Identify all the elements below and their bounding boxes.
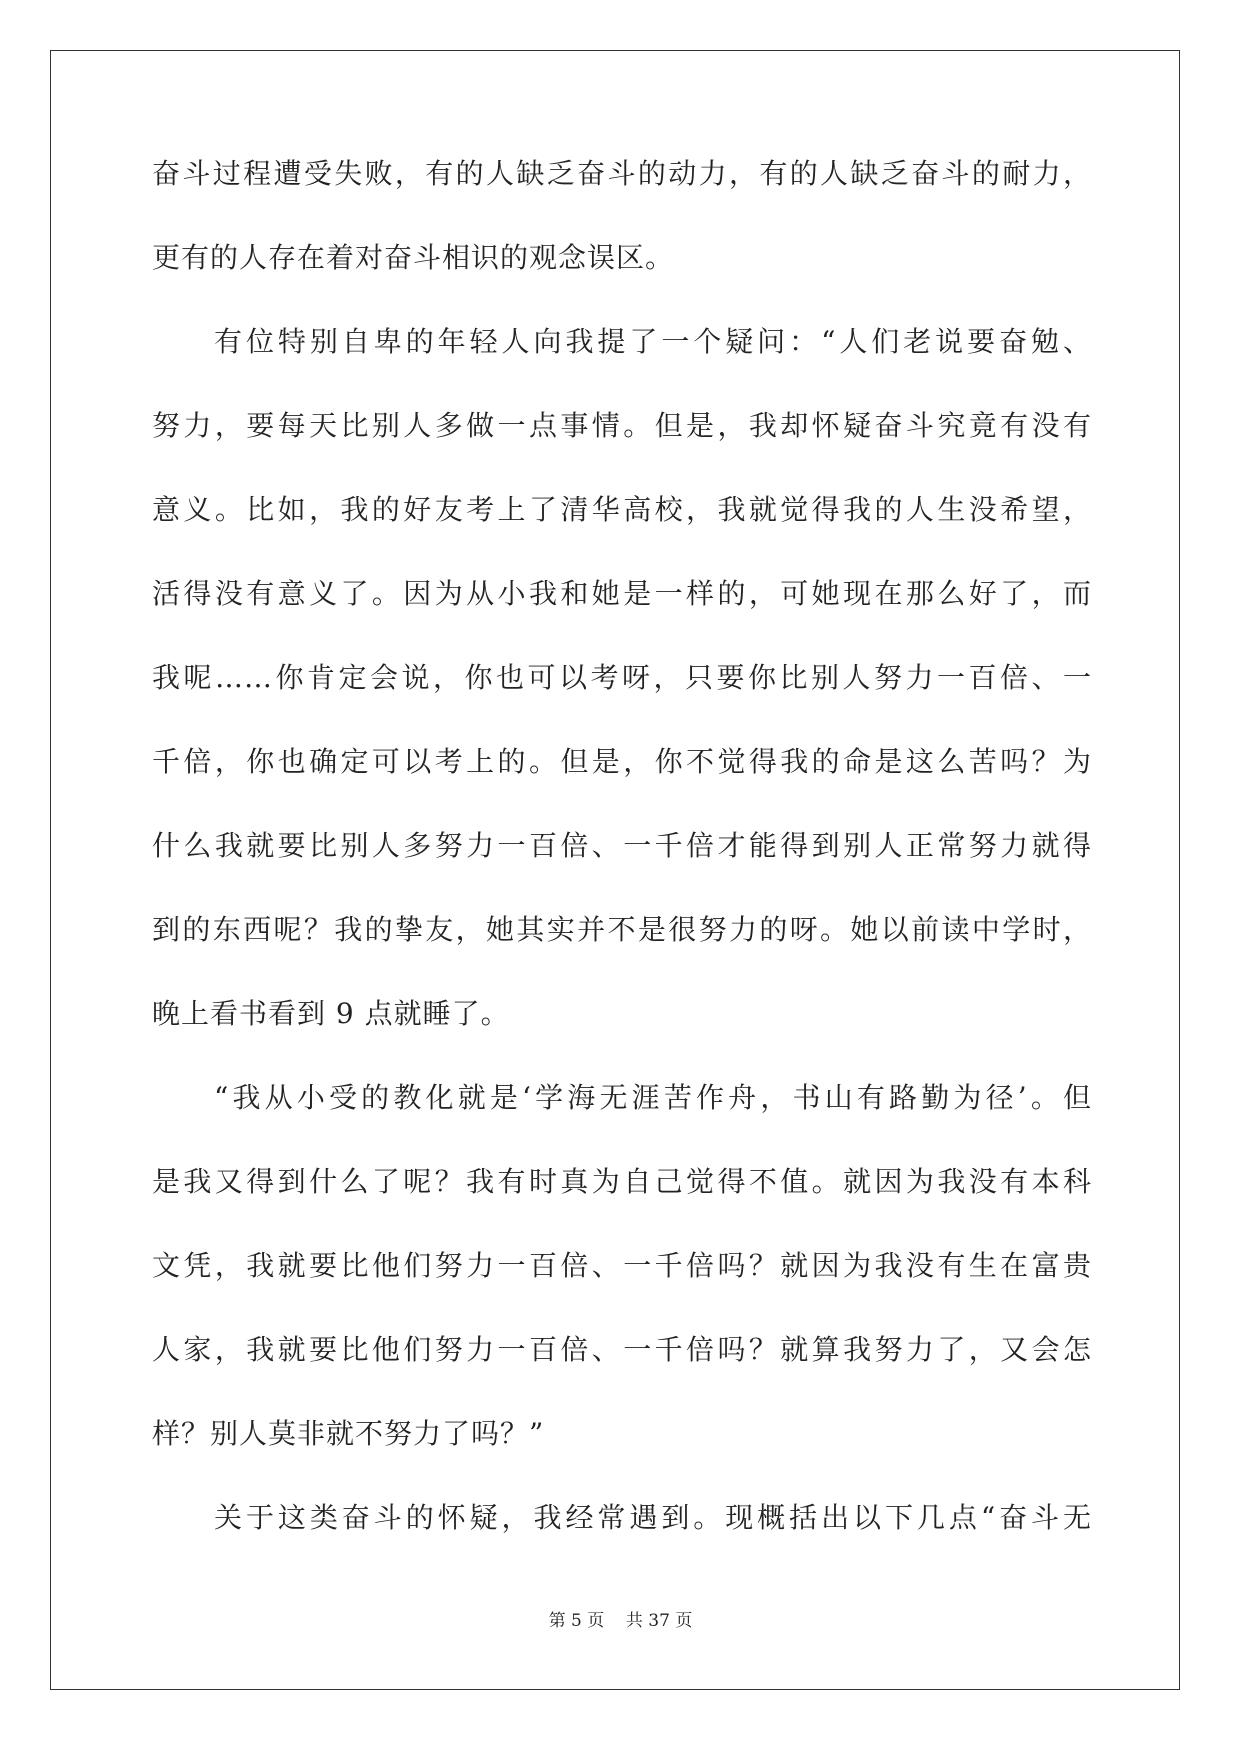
page-number: 第 5 页	[548, 1611, 605, 1631]
text-line: 意义。比如，我的好友考上了清华高校，我就觉得我的人生没希望，	[152, 493, 1092, 526]
page-footer	[0, 1606, 1241, 1631]
text-line: 到的东西呢？我的挚友，她其实并不是很努力的呀。她以前读中学时，	[152, 913, 1092, 946]
text-line: 文凭，我就要比他们努力一百倍、一千倍吗？就因为我没有生在富贵	[152, 1249, 1092, 1282]
text-line: 更有的人存在着对奋斗相识的观念误区。	[152, 241, 675, 274]
text-line: 人家，我就要比他们努力一百倍、一千倍吗？就算我努力了，又会怎	[152, 1333, 1092, 1366]
text-line: 活得没有意义了。因为从小我和她是一样的，可她现在那么好了，而	[152, 577, 1092, 610]
text-line: 关于这类奋斗的怀疑，我经常遇到。现概括出以下几点“奋斗无	[214, 1501, 1092, 1534]
text-line: 奋斗过程遭受失败，有的人缺乏奋斗的动力，有的人缺乏奋斗的耐力，	[152, 157, 1092, 190]
text-line: 努力，要每天比别人多做一点事情。但是，我却怀疑奋斗究竟有没有	[152, 409, 1092, 442]
text-line: 有位特别自卑的年轻人向我提了一个疑问：“人们老说要奋勉、	[214, 325, 1092, 358]
text-line: “我从小受的教化就是‘学海无涯苦作舟，书山有路勤为径’。但	[214, 1081, 1092, 1114]
text-line: 是我又得到什么了呢？我有时真为自己觉得不值。就因为我没有本科	[152, 1165, 1092, 1198]
text-line: 样？别人莫非就不努力了吗？”	[152, 1417, 545, 1450]
page-total: 共 37 页	[625, 1611, 693, 1631]
text-line: 什么我就要比别人多努力一百倍、一千倍才能得到别人正常努力就得	[152, 829, 1092, 862]
text-line: 晚上看书看到 9 点就睡了。	[152, 997, 510, 1030]
text-line: 千倍，你也确定可以考上的。但是，你不觉得我的命是这么苦吗？为	[152, 745, 1092, 778]
text-line: 我呢……你肯定会说，你也可以考呀，只要你比别人努力一百倍、一	[152, 661, 1092, 694]
document-body	[152, 157, 1092, 1588]
